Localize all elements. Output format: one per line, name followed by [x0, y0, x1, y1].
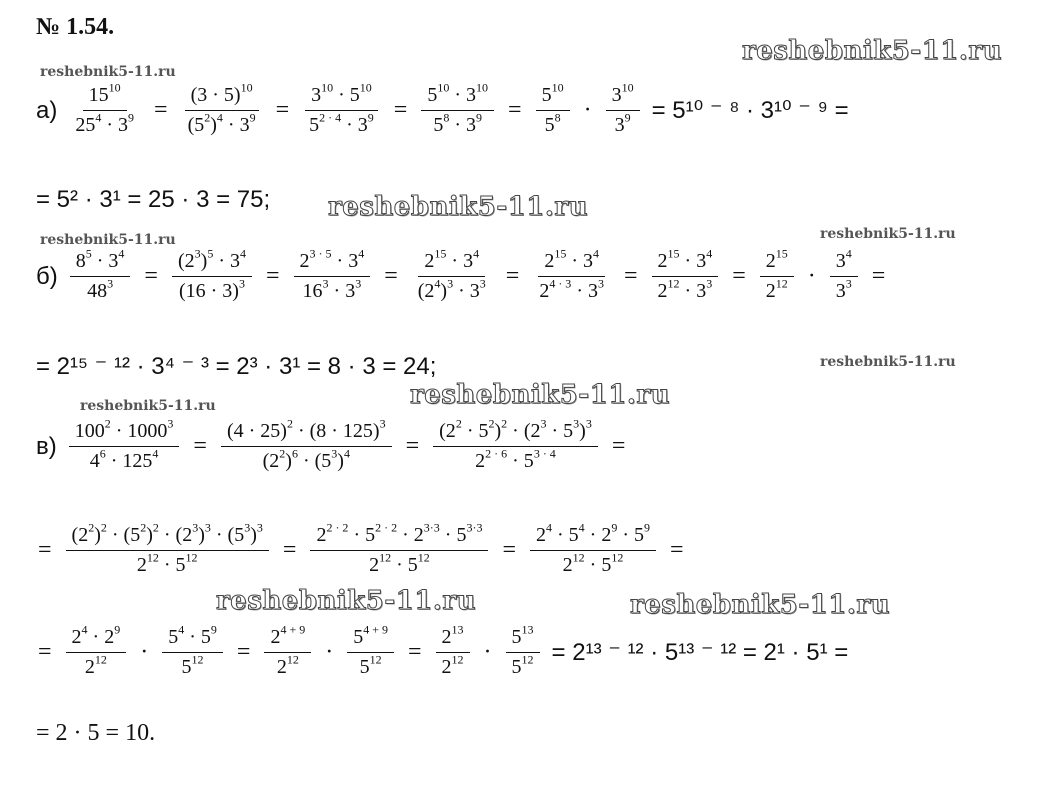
part-a-label: а)	[36, 96, 58, 124]
fraction: $\frac{5^{10} \cdot 3^{10}}{5^8 \cdot 3^9}$	[421, 84, 494, 137]
fraction: $\frac{5^4 \cdot 5^9}{5^{12}}$	[162, 626, 223, 679]
fraction: $\frac{(4 \cdot 25)^2 \cdot (8 \cdot 125)^3}{(2^2)^6 \cdot (5^3)^4}$	[221, 420, 392, 473]
watermark: reshebnik5-11.ru	[40, 64, 176, 80]
fraction: $\frac{2^{4 + 9}}{2^{12}}$	[264, 626, 311, 679]
fraction: $\frac{2^{3 \cdot 5} \cdot 3^4}{16^3 \cdot 3^3}$	[294, 250, 371, 303]
part-v-line1: в) $\frac{100^2 \cdot 1000^3}{4^6 \cdot 125^4}$ = $\frac{(4 \cdot 25)^2 \cdot (8 \cdot 125)^3}{(2^2)^6 \cdot (5^3)^4}$ = $\frac{(2^2 \cdot 5^2)^2 \cdot (2^3 \cdot 5^3)^3}{2^{2 \cdot 6} \cdot 5^{3 \cdot 4}}$ =	[36, 416, 626, 472]
watermark: reshebnik5-11.ru	[630, 590, 891, 620]
fraction: $\frac{2^{15} \cdot 3^4}{2^{4 \cdot 3} \cdot 3^3}$	[539, 246, 604, 302]
part-b-line2: = 2¹⁵ ⁻ ¹² · 3⁴ ⁻ ³ = 2³ · 3¹ = 8 · 3 = 24;	[36, 353, 437, 380]
fraction: $\frac{2^4 \cdot 2^9}{2^{12}}$	[66, 626, 127, 679]
fraction: $\frac{2^4 \cdot 5^4 \cdot 2^9 \cdot 5^9}{2^{12} \cdot 5^{12}}$	[530, 524, 656, 577]
fraction: $\frac{(3 \cdot 5)^{10}}{(5^2)^4 \cdot 3^9}$	[182, 84, 262, 137]
fraction: $\frac{8^5 \cdot 3^4}{48^3}$	[70, 250, 131, 303]
fraction: $\frac{3^{10}}{3^9}$	[606, 84, 640, 137]
fraction: $\frac{(2^3)^5 \cdot 3^4}{(16 \cdot 3)^3}$	[172, 250, 252, 303]
fraction: $\frac{2^{15} \cdot 3^4}{(2^4)^3 \cdot 3^3}$	[417, 246, 486, 302]
part-b-line1: б) $\frac{8^5 \cdot 3^4}{48^3}$ = $\frac{(2^3)^5 \cdot 3^4}{(16 \cdot 3)^3}$ = $\frac{2^{3 \cdot 5} \cdot 3^4}{16^3 \cdot 3^3}$ = $\frac{2^{15} \cdot 3^4}{(2^4)^3 \cdot 3^3}$ = $\frac{2^{15} \cdot 3^4}{2^{4 \cdot 3} \cdot 3^3}$ = $\frac{2^{15} \cdot 3^4}{2^{12} \cdot 3^3}$ = $\frac{2^{15}}{2^{12}}$ · $\frac{3^4}{3^3}$ =	[36, 246, 886, 302]
fraction: $\frac{2^{15}}{2^{12}}$	[760, 250, 794, 303]
part-v-result: = 2¹³ ⁻ ¹² · 5¹³ ⁻ ¹² = 2¹ · 5¹ =	[551, 639, 849, 666]
watermark: reshebnik5-11.ru	[328, 192, 589, 222]
watermark: reshebnik5-11.ru	[40, 232, 176, 248]
fraction: $\frac{3^4}{3^3}$	[830, 250, 858, 303]
part-v-final: = 2 · 5 = 10.	[36, 720, 156, 746]
fraction: $\frac{100^2 \cdot 1000^3}{4^6 \cdot 125^4}$	[69, 420, 180, 473]
watermark: reshebnik5-11.ru	[80, 398, 216, 414]
fraction: $\frac{15^{10}}{25^4 \cdot 3^9}$	[75, 80, 135, 136]
fraction: $\frac{2^{2 \cdot 2} \cdot 5^{2 \cdot 2} \cdot 2^{3\cdot 3} \cdot 5^{3\cdot 3}}{2^{12} \cdot 5^{12}}$	[310, 524, 488, 577]
part-a-line2: = 5² · 3¹ = 25 · 3 = 75;	[36, 186, 271, 213]
watermark: reshebnik5-11.ru	[410, 380, 671, 410]
fraction: $\frac{(2^2)^2 \cdot (5^2)^2 \cdot (2^3)^3 \cdot (5^3)^3}{2^{12} \cdot 5^{12}}$	[66, 524, 269, 577]
fraction: $\frac{2^{15} \cdot 3^4}{2^{12} \cdot 3^3}$	[652, 250, 719, 303]
fraction: $\frac{5^{10}}{5^8}$	[536, 84, 570, 137]
part-v-line2: = $\frac{(2^2)^2 \cdot (5^2)^2 \cdot (2^3)^3 \cdot (5^3)^3}{2^{12} \cdot 5^{12}}$ = $\frac{2^{2 \cdot 2} \cdot 5^{2 \cdot 2} \cdot 2^{3\cdot 3} \cdot 5^{3\cdot 3}}{2^{12} \cdot 5^{12}}$ = $\frac{2^4 \cdot 5^4 \cdot 2^9 \cdot 5^9}{2^{12} \cdot 5^{12}}$ =	[38, 520, 684, 576]
fraction: $\frac{5^{13}}{5^{12}}$	[506, 626, 540, 679]
problem-number: № 1.54.	[36, 14, 115, 40]
part-v-label: в)	[36, 432, 57, 460]
part-a-line1: а) $\frac{15^{10}}{25^4 \cdot 3^9}$ = $\frac{(3 \cdot 5)^{10}}{(5^2)^4 \cdot 3^9}$ = $\frac{3^{10} \cdot 5^{10}}{5^{2 \cdot 4} \cdot 3^9}$ = $\frac{5^{10} \cdot 3^{10}}{5^8 \cdot 3^9}$ = $\frac{5^{10}}{5^8}$ · $\frac{3^{10}}{3^9}$ = 5¹⁰ ⁻ ⁸ · 3¹⁰ ⁻ ⁹ =	[36, 80, 849, 136]
fraction: $\frac{3^{10} \cdot 5^{10}}{5^{2 \cdot 4} \cdot 3^9}$	[303, 84, 380, 137]
watermark: reshebnik5-11.ru	[742, 36, 1003, 66]
fraction: $\frac{2^{13}}{2^{12}}$	[436, 626, 470, 679]
fraction: $\frac{5^{4 + 9}}{5^{12}}$	[347, 626, 394, 679]
part-v-line3: = $\frac{2^4 \cdot 2^9}{2^{12}}$ · $\frac{5^4 \cdot 5^9}{5^{12}}$ = $\frac{2^{4 + 9}}{2^{12}}$ · $\frac{5^{4 + 9}}{5^{12}}$ = $\frac{2^{13}}{2^{12}}$ · $\frac{5^{13}}{5^{12}}$ = 2¹³ ⁻ ¹² · 5¹³ ⁻ ¹² = 2¹ · 5¹ =	[38, 622, 849, 678]
part-b-label: б)	[36, 262, 58, 290]
watermark: reshebnik5-11.ru	[216, 586, 477, 616]
watermark: reshebnik5-11.ru	[820, 354, 956, 370]
part-a-result: = 5¹⁰ ⁻ ⁸ · 3¹⁰ ⁻ ⁹ =	[651, 97, 849, 124]
fraction: $\frac{(2^2 \cdot 5^2)^2 \cdot (2^3 \cdot 5^3)^3}{2^{2 \cdot 6} \cdot 5^{3 \cdot 4}}$	[433, 420, 598, 473]
watermark: reshebnik5-11.ru	[820, 226, 956, 242]
